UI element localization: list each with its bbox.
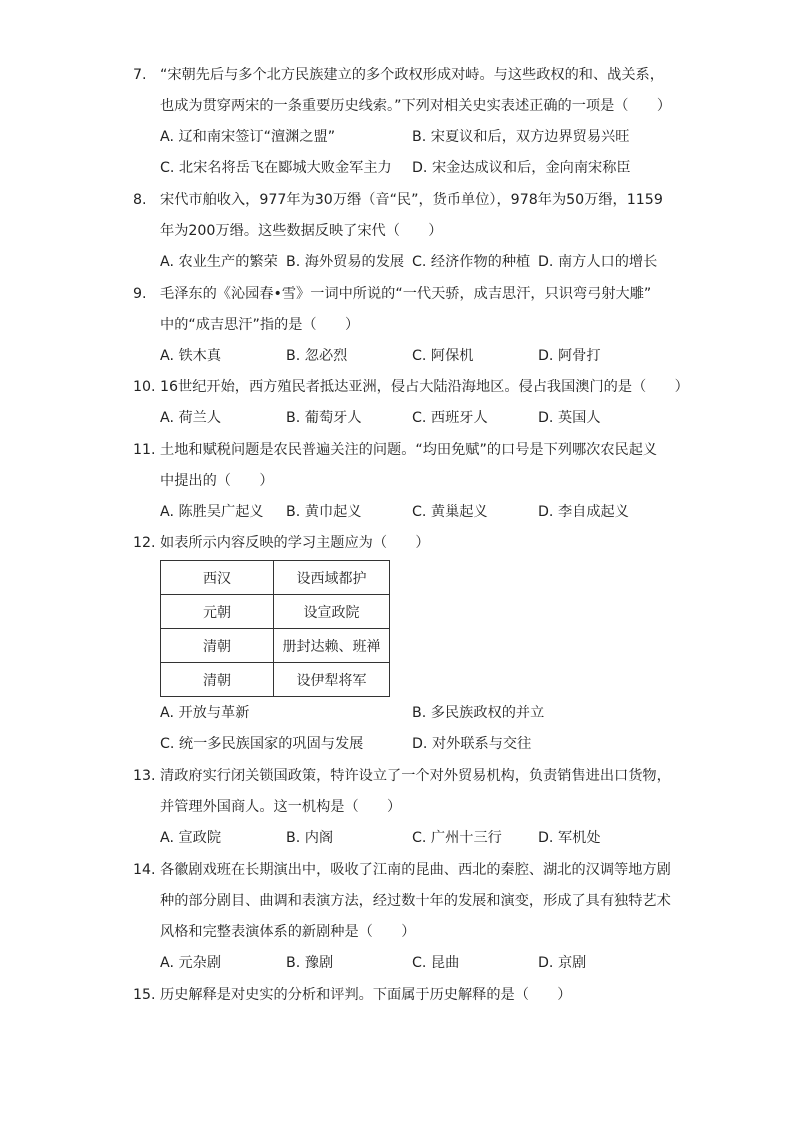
stem-line: 宋代市舶收入，977年为30万缗（音“民”，货币单位），978年为50万缗，1159 (160, 192, 663, 208)
stem-line: “宋朝先后与多个北方民族建立的多个政权形成对峙。与这些政权的和、战关系， (160, 67, 664, 83)
stem-line: 也成为贯穿两宋的一条重要历史线索。”下列对相关史实表述正确的一项是（ ） (160, 98, 672, 114)
option-b[interactable]: B. 黄巾起义 (286, 504, 362, 520)
option-b[interactable]: B. 多民族政权的并立 (412, 705, 545, 721)
table-cell: 设伊犁将军 (274, 663, 390, 697)
option-a[interactable]: A. 元杂剧 (160, 955, 222, 971)
table-cell: 清朝 (161, 663, 274, 697)
option-c[interactable]: C. 西班牙人 (412, 410, 488, 426)
stem-line: 年为200万缗。这些数据反映了宋代（ ） (160, 223, 443, 239)
question-stem (160, 279, 680, 341)
option-d[interactable]: D. 宋金达成议和后，金向南宋称臣 (412, 160, 631, 176)
stem-line: 如表所示内容反映的学习主题应为（ ） (160, 535, 430, 551)
option-d[interactable]: D. 京剧 (538, 955, 587, 971)
table-cell: 西汉 (161, 561, 274, 595)
table-row (161, 595, 390, 629)
stem-line: 中提出的（ ） (160, 473, 274, 489)
option-c[interactable]: C. 统一多民族国家的巩固与发展 (160, 736, 364, 752)
option-c[interactable]: C. 北宋名将岳飞在郾城大败金军主力 (160, 160, 392, 176)
option-d[interactable]: D. 英国人 (538, 410, 601, 426)
stem-line: 16世纪开始，西方殖民者抵达亚洲，侵占大陆沿海地区。侵占我国澳门的是（ ） (160, 379, 689, 395)
question-stem (160, 60, 680, 122)
table-cell: 册封达赖、班禅 (274, 629, 390, 663)
question-number: 9. (133, 286, 147, 302)
stem-line: 中的“成吉思汗”指的是（ ） (160, 317, 360, 333)
option-c[interactable]: C. 昆曲 (412, 955, 460, 971)
stem-line: 种的部分剧目、曲调和表演方法，经过数十年的发展和演变，形成了具有独特艺术 (160, 893, 671, 909)
stem-line: 风格和完整表演体系的新剧种是（ ） (160, 924, 416, 940)
stem-line: 并管理外国商人。这一机构是（ ） (160, 799, 402, 815)
option-b[interactable]: B. 忽必烈 (286, 348, 348, 364)
option-c[interactable]: C. 阿保机 (412, 348, 474, 364)
stem-line: 历史解释是对史实的分析和评判。下面属于历史解释的是（ ） (160, 987, 572, 1003)
option-a[interactable]: A. 铁木真 (160, 348, 222, 364)
table-cell: 元朝 (161, 595, 274, 629)
stem-line: 清政府实行闭关锁国政策，特许设立了一个对外贸易机构，负责销售进出口货物， (160, 768, 671, 784)
option-b[interactable]: B. 宋夏议和后，双方边界贸易兴旺 (412, 129, 630, 145)
option-a[interactable]: A. 辽和南宋签订“澶渊之盟” (160, 129, 336, 145)
question-stem (160, 761, 680, 823)
table-cell: 清朝 (161, 629, 274, 663)
option-d[interactable]: D. 李自成起义 (538, 504, 629, 520)
question-stem (160, 372, 689, 403)
table-cell: 设宣政院 (274, 595, 390, 629)
option-a[interactable]: A. 荷兰人 (160, 410, 222, 426)
question-stem (160, 185, 680, 247)
option-c[interactable]: C. 黄巢起义 (412, 504, 488, 520)
option-a[interactable]: A. 开放与革新 (160, 705, 250, 721)
option-b[interactable]: B. 葡萄牙人 (286, 410, 362, 426)
table-row (161, 663, 390, 697)
question-number: 13. (133, 768, 156, 784)
option-c[interactable]: C. 经济作物的种植 (412, 254, 531, 270)
topic-table (160, 560, 390, 697)
stem-line: 各徽剧戏班在长期演出中，吸收了江南的昆曲、西北的秦腔、湖北的汉调等地方剧 (160, 862, 671, 878)
option-c[interactable]: C. 广州十三行 (412, 830, 502, 846)
question-number: 7. (133, 67, 147, 83)
option-a[interactable]: A. 宣政院 (160, 830, 222, 846)
question-number: 12. (133, 535, 156, 551)
question-stem (160, 980, 680, 1011)
option-d[interactable]: D. 阿骨打 (538, 348, 601, 364)
option-d[interactable]: D. 军机处 (538, 830, 601, 846)
option-b[interactable]: B. 豫剧 (286, 955, 334, 971)
option-a[interactable]: A. 陈胜吴广起义 (160, 504, 264, 520)
question-stem (160, 528, 680, 559)
question-number: 11. (133, 442, 156, 458)
stem-line: 土地和赋税问题是农民普遍关注的问题。“均田免赋”的口号是下列哪次农民起义 (160, 442, 658, 458)
table-row (161, 561, 390, 595)
question-stem (160, 435, 680, 497)
question-number: 8. (133, 192, 147, 208)
question-number: 14. (133, 862, 156, 878)
option-b[interactable]: B. 海外贸易的发展 (286, 254, 405, 270)
question-stem (160, 855, 680, 948)
table-row (161, 629, 390, 663)
option-d[interactable]: D. 对外联系与交往 (412, 736, 532, 752)
question-number: 15. (133, 987, 156, 1003)
option-d[interactable]: D. 南方人口的增长 (538, 254, 658, 270)
table-cell: 设西域都护 (274, 561, 390, 595)
stem-line: 毛泽东的《沁园春•雪》一词中所说的“一代天骄，成吉思汗，只识弯弓射大雕” (160, 286, 652, 302)
option-a[interactable]: A. 农业生产的繁荣 (160, 254, 278, 270)
option-b[interactable]: B. 内阁 (286, 830, 334, 846)
question-number: 10. (133, 379, 156, 395)
